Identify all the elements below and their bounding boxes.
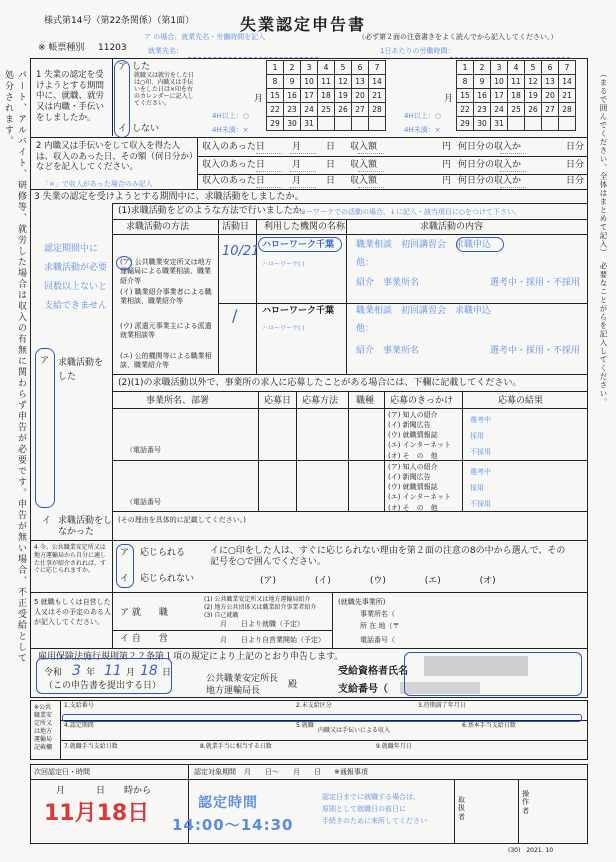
calendar-day[interactable]: 3	[301, 61, 318, 75]
handler-label: 取扱者	[458, 796, 465, 821]
form-type-label: ※ 帳票種別	[38, 43, 85, 53]
calendar-day[interactable]: 16	[474, 89, 491, 103]
income-day-input[interactable]	[290, 187, 316, 188]
income-amount-label: 収入額	[350, 160, 378, 170]
q1-month-right: 月	[444, 94, 454, 104]
pen-circle-q3	[35, 348, 55, 508]
number-label: 支給番号（	[338, 684, 388, 695]
calendar-day[interactable]: 16	[284, 89, 301, 103]
q4-option-i-text: 応じられない	[140, 574, 195, 584]
calendar-day[interactable]: 12	[525, 75, 542, 89]
q1-option-a-desc: 就職又は就労をした日は○印、内職又は手伝いをした日は×印を右のカレンダーに記入してください。	[134, 72, 195, 107]
calendar-day[interactable]: 21	[559, 89, 576, 103]
form-title: 失業認定申告書	[240, 15, 367, 34]
q1-under4-right: 4H未満：×	[404, 126, 441, 134]
q1-option-a[interactable]: ア	[118, 62, 128, 72]
org-2[interactable]: ハローワーク千葉	[262, 306, 335, 316]
official-f9: 9.就職年月日	[376, 743, 412, 750]
employer-label: 就業先名：	[148, 47, 183, 55]
calendar-day[interactable]: 26	[335, 103, 352, 117]
q5-tel[interactable]: 電話番号（	[360, 636, 395, 644]
q5-company-name[interactable]: 事業所名（	[360, 610, 395, 618]
calendar-day[interactable]: 10	[491, 75, 508, 89]
income-month-input[interactable]	[256, 153, 282, 154]
income-amount-input[interactable]	[358, 171, 384, 172]
calendar-day[interactable]: 25	[318, 103, 335, 117]
notice: 認定日までに就職する場合は、 原則として就職日の前日に 手続きのために来所してください	[322, 793, 427, 825]
income-day: 日	[326, 160, 336, 170]
declare-year-label: 年	[86, 668, 96, 678]
official-f4: 4.認定期間	[64, 722, 94, 729]
calendar-day[interactable]: 28	[369, 103, 386, 117]
income-yen: 円	[442, 176, 452, 186]
left-margin-notice: パート、アルバイト、研修等、就労した場合は収入の有無に関わらず申告が必要です。申告が無い場合、不正受給として処分されます。	[3, 70, 26, 664]
col2-job: 職種	[356, 396, 375, 406]
declare-month[interactable]: 11	[104, 663, 122, 679]
calendar-day[interactable]: 11	[318, 75, 335, 89]
calendar-day[interactable]: 9	[474, 75, 491, 89]
calendar-day[interactable]: 7	[369, 61, 386, 75]
calendar-day[interactable]: 5	[335, 61, 352, 75]
q3-sub1: (1)求職活動をどのような方法で行いましたか。	[118, 206, 311, 216]
next-day: 日	[96, 786, 106, 796]
q3-option-a[interactable]: ア	[40, 356, 50, 366]
calendar-day[interactable]: 6	[542, 61, 559, 75]
triggers-1: (ア) 知人の紹介 (イ) 新聞広告 (ウ) 就職情報誌 (エ) インターネット (オ) そ の 他	[388, 411, 452, 460]
official-f5: 5.就職	[296, 722, 314, 729]
calendar-day[interactable]: 19	[525, 89, 542, 103]
right-margin-notice: （まるで囲んでください。全体はまとめて記入） 必要なことがらを記入してください。	[599, 70, 608, 407]
calendar-day[interactable]: 11	[508, 75, 525, 89]
q1-over4-left: 4H以上：○	[212, 112, 249, 120]
form-number: 様式第14号（第22条関係）（第1面）	[44, 16, 195, 26]
calendar-day[interactable]: 2	[284, 61, 301, 75]
calendar-day[interactable]: 27	[352, 103, 369, 117]
official-inside: 内職又は手伝いによる収入	[318, 727, 391, 734]
pen-circle-application	[456, 237, 504, 252]
calendar-day[interactable]: 20	[542, 89, 559, 103]
calendar-day[interactable]: 18	[508, 89, 525, 103]
declare-era: 令和	[44, 668, 63, 678]
income-yen: 円	[442, 142, 452, 152]
calendar-day[interactable]: 30	[474, 117, 491, 131]
calendar-day[interactable]: 22	[457, 103, 474, 117]
official-f3: 3.待期満了年月日	[418, 702, 466, 709]
calendar-day[interactable]: 29	[457, 117, 474, 131]
q4-option-a[interactable]: ア	[120, 548, 130, 558]
income-yen: 円	[442, 160, 452, 170]
calendar-day[interactable]: 13	[542, 75, 559, 89]
results-2: 選考中 採用 不採用	[470, 468, 491, 509]
calendar-day[interactable]: 4	[508, 61, 525, 75]
q4-option-a-text: 応じられる	[140, 548, 186, 558]
calendar-day[interactable]: 1	[457, 61, 474, 75]
col2-date: 応募日	[264, 396, 292, 406]
income-day-label: 収入のあった日	[202, 142, 265, 152]
calendar-day[interactable]: 22	[267, 103, 284, 117]
q1-question: 1 失業の認定を受けようとする期間中に、就職、就労又は内職・手伝いをしましたか。	[36, 70, 105, 123]
transfer-label: ※通報事項	[334, 768, 368, 776]
calendar-day[interactable]: 15	[267, 89, 284, 103]
calendar-day[interactable]: 26	[525, 103, 542, 117]
days-suffix: 日分	[566, 142, 585, 152]
declare-day-label: 日	[162, 668, 172, 678]
method-u: (ウ) 派遣元事業主による派遣就業相談等	[120, 322, 212, 340]
income-day: 日	[326, 176, 336, 186]
pen-circle-org-1	[258, 237, 342, 252]
calendar-day[interactable]	[508, 117, 525, 131]
col-method: 求職活動の方法	[126, 222, 190, 232]
official-f7: 7.就職手当支給日数	[64, 743, 118, 750]
calendar-day[interactable]: 6	[352, 61, 369, 75]
q5-question: 5 就職もしくは自営した人又はその予定のある人が記入してください。	[34, 598, 111, 627]
calendar-day[interactable]: 14	[369, 75, 386, 89]
hours-label: 1日あたりの労働時間：	[380, 47, 455, 55]
q3-sub1-note: ハローワークでの活動の場合、↓に記入・該当項目に○をつけて下さい。	[292, 208, 521, 216]
q5-address[interactable]: 所 在 地（〒	[360, 622, 400, 630]
triggers-2: (ア) 知人の紹介 (イ) 新聞広告 (ウ) 就職情報誌 (エ) インターネット (オ) そ の 他	[388, 463, 452, 512]
pen-circle-q1	[114, 60, 130, 138]
q3-option-i-text: 求職活動をしなかった	[58, 516, 113, 538]
income-day-label: 収入のあった日	[202, 160, 265, 170]
pen-circle-method-a	[116, 256, 132, 270]
q5-options: (1) 公共職業安定所又は地方運輸局紹介 (2) 地方公共団体又は職業紹介事業者紹介 (3) 自己就職	[204, 596, 317, 619]
form-type-value: 11203	[98, 43, 127, 53]
calendar-day[interactable]: 21	[369, 89, 386, 103]
calendar-day[interactable]: 15	[457, 89, 474, 103]
col2-trigger: 応募のきっかけ	[390, 396, 454, 406]
stamp-time: 14:00〜14:30	[172, 816, 294, 834]
org-stamp-1: ハローワーク( )	[262, 261, 305, 268]
method-i: (イ) 職業紹介事業者による職業相談、職業紹介等	[120, 288, 212, 306]
col-date: 活動日	[222, 222, 250, 232]
calendar-day[interactable]: 30	[284, 117, 301, 131]
calendar-day[interactable]: 27	[542, 103, 559, 117]
note-top: （必ず第２面の注意書きをよく読んでから記入してください。）	[358, 33, 558, 41]
org-1[interactable]: ハローワーク千葉	[262, 240, 335, 250]
days-income-label: 何日分の収入か	[458, 142, 522, 152]
q3-sub2: (2)(1)の求職活動以外で、事業所の求人に応募したことがある場合には、下欄に記載してください。	[118, 378, 522, 388]
result-1: 選考中・採用・不採用	[490, 278, 581, 288]
pen-line-official	[62, 714, 582, 722]
method-e: (エ) 公的機関等による職業相談、職業紹介等	[120, 352, 212, 370]
calendar-day[interactable]: 19	[335, 89, 352, 103]
period-label: 認定対象期間	[194, 768, 236, 776]
calendar-day[interactable]: 17	[301, 89, 318, 103]
q5-self-date[interactable]: 月 日より自営業開始（予定）	[220, 636, 325, 644]
calendar-day[interactable]: 31	[491, 117, 508, 131]
income-amount-label: 収入額	[350, 142, 378, 152]
q2-question: 2 内職又は手伝いをして収入を得た人は、収入のあった日、その額（何日分か）などを記入してください。	[36, 141, 194, 173]
operator-label: 操作者	[522, 790, 529, 815]
method-a: (ア) 公共職業安定所又は地方運輸局による職業相談、職業紹介等	[120, 258, 212, 285]
q3-option-i-note: (その理由を具体的に記載してください。)	[118, 516, 246, 524]
income-amount-input[interactable]	[358, 153, 384, 154]
q5-company-label: (就職先事業所)	[338, 598, 386, 606]
intro-1: 紹介 事業所名	[356, 278, 420, 288]
pen-box-date	[36, 658, 172, 694]
calendar-day[interactable]: 20	[352, 89, 369, 103]
calendar-day[interactable]: 25	[508, 103, 525, 117]
q1-option-i-text: しない	[132, 124, 160, 134]
next-time: 時から	[124, 786, 152, 796]
income-amount-label: 収入額	[350, 176, 378, 186]
declare-month-label: 月	[126, 668, 136, 678]
calendar-right[interactable]	[456, 60, 576, 131]
declare-dono: 殿	[288, 680, 298, 690]
calendar-day[interactable]: 4	[318, 61, 335, 75]
declare-year[interactable]: 3	[72, 663, 81, 679]
calendar-day[interactable]: 8	[267, 75, 284, 89]
calendar-day[interactable]	[318, 117, 335, 131]
col-content: 求職活動の内容	[420, 222, 484, 232]
income-day-label: 収入のあった日	[202, 176, 265, 186]
col2-method: 応募方法	[302, 396, 339, 406]
q3-option-a-text: 求職活動をした	[58, 358, 104, 383]
calendar-day[interactable]: 24	[301, 103, 318, 117]
calendar-day[interactable]: 18	[318, 89, 335, 103]
q4-note: イに○印をした人は、すぐに応じられない理由を第２面の注意の8の中から選んで、その記号を○で囲んでください。	[210, 546, 566, 568]
income-month: 月	[292, 176, 302, 186]
col-org: 利用した機関の名称	[264, 222, 346, 232]
calendar-day[interactable]: 28	[559, 103, 576, 117]
next-label: 次回認定日・時間	[34, 768, 90, 776]
pen-circle-q4	[116, 544, 134, 588]
days-income-label: 何日分の収入か	[458, 176, 522, 186]
q1-option-a-text: した	[132, 62, 151, 72]
content-2: 職業相談 初回講習会 求職申込	[356, 306, 492, 316]
other-1: 他：	[356, 258, 375, 268]
content-1: 職業相談 初回講習会 求職申込	[356, 240, 492, 250]
calendar-day[interactable]: 10	[301, 75, 318, 89]
q4-option-i[interactable]: イ	[120, 574, 130, 584]
intro-2: 紹介 事業所名	[356, 346, 420, 356]
blue-note-employer: ア の場合、就業先名・労働時間を記入	[144, 33, 266, 41]
calendar-day[interactable]: 24	[491, 103, 508, 117]
name-label: 受給資格者氏名	[338, 666, 408, 677]
calendar-day[interactable]: 17	[491, 89, 508, 103]
results-1: 選考中 採用 不採用	[470, 416, 491, 457]
q1-option-i[interactable]: イ	[118, 124, 128, 134]
other-2: 他：	[356, 324, 375, 334]
col2-result: 応募の結果	[498, 396, 544, 406]
calendar-day[interactable]: 1	[267, 61, 284, 75]
calendar-day[interactable]	[369, 117, 386, 131]
pen-box-name	[404, 652, 582, 696]
q3-side-note: 認定期間中に 求職活動が必要 回数以上ないと 支給できません	[44, 244, 108, 311]
stamp-date: 11月18日	[44, 801, 150, 826]
calendar-day[interactable]: 31	[301, 117, 318, 131]
declaration-text: 雇用保険法施行規則第２２条第１項の規定により上記のとおり申告します。	[38, 652, 344, 662]
calendar-day[interactable]	[559, 117, 576, 131]
official-side: ※公共 職業安 定所又 は地方 運輸局 記載欄	[34, 704, 53, 752]
result-2: 選考中・採用・不採用	[490, 346, 581, 356]
calendar-day[interactable]: 23	[284, 103, 301, 117]
calendar-day[interactable]: 3	[491, 61, 508, 75]
days-income-label: 何日分の収入か	[458, 160, 522, 170]
income-month: 月	[292, 160, 302, 170]
q4-reasons[interactable]: (ア) (イ) (ウ) (エ) (オ)	[260, 576, 496, 586]
calendar-day[interactable]: 13	[352, 75, 369, 89]
phone-2: （電話番号	[126, 498, 161, 506]
calendar-day[interactable]	[335, 117, 352, 131]
income-amount-input[interactable]	[358, 187, 384, 188]
q1-under4-left: 4H未満：×	[212, 126, 249, 134]
declare-day[interactable]: 18	[140, 663, 158, 679]
calendar-day[interactable]: 7	[559, 61, 576, 75]
q3-option-i[interactable]: イ	[42, 516, 52, 526]
col2-name: 事業所名、部署	[146, 396, 210, 406]
declare-sub: （この申告書を提出する日）	[44, 681, 162, 691]
income-day-input[interactable]	[290, 171, 316, 172]
q3-question: 3 失業の認定を受けようとする期間中に、求職活動をしましたか。	[34, 192, 304, 202]
income-day: 日	[326, 142, 336, 152]
declare-transport: 地方運輸局長	[206, 686, 261, 696]
q5-employ-date[interactable]: 月 日より就職（予定）	[220, 620, 304, 628]
q5-option-i[interactable]: イ 自 営	[120, 634, 168, 644]
phone-1: （電話番号	[126, 446, 161, 454]
footer: (30) 2021. 10	[508, 847, 554, 854]
days-suffix: 日分	[566, 176, 585, 186]
org-stamp-2: ハローワーク( )	[262, 325, 305, 332]
q2-blue-note: 「×」で収入があった場合のみ記入	[42, 180, 153, 188]
official-f8: 8.就業手当に相当する日数	[200, 743, 272, 750]
calendar-day[interactable]: 29	[267, 117, 284, 131]
income-month-input[interactable]	[256, 187, 282, 188]
q1-over4-right: 4H以上：○	[404, 112, 441, 120]
days-income-input[interactable]	[500, 171, 526, 172]
activity-date-2-dash[interactable]: /	[232, 306, 238, 325]
next-month: 月	[56, 786, 66, 796]
declare-office: 公共職業安定所長	[206, 674, 279, 684]
income-day-input[interactable]	[290, 153, 316, 154]
days-suffix: 日分	[566, 160, 585, 170]
days-income-input[interactable]	[500, 187, 526, 188]
calendar-day[interactable]: 12	[335, 75, 352, 89]
income-month: 月	[292, 142, 302, 152]
calendar-day[interactable]	[352, 117, 369, 131]
q1-month-left: 月	[254, 94, 264, 104]
calendar-day[interactable]: 2	[474, 61, 491, 75]
official-f1: 1.支給番号	[64, 702, 94, 709]
calendar-day[interactable]	[525, 117, 542, 131]
q4-question: 4 今、公共職業安定所又は地方運輸局から自分に適した仕事が紹介されれば、すぐに応じられますか。	[34, 544, 107, 575]
stamp-label: 認定時間	[198, 795, 258, 811]
official-f6: 6.基本手当支給日数	[462, 722, 516, 729]
days-income-input[interactable]	[500, 153, 526, 154]
income-month-input[interactable]	[256, 171, 282, 172]
official-f2: 2.未支給区分	[296, 702, 332, 709]
q5-option-a[interactable]: ア 就 職	[120, 608, 168, 618]
period-range[interactable]: 月 日〜 月 日	[244, 768, 321, 776]
activity-date-1[interactable]: 10/21	[222, 244, 260, 259]
calendar-day[interactable]: 5	[525, 61, 542, 75]
calendar-day[interactable]: 14	[559, 75, 576, 89]
calendar-day[interactable]: 23	[474, 103, 491, 117]
calendar-day[interactable]: 9	[284, 75, 301, 89]
calendar-day[interactable]: 8	[457, 75, 474, 89]
calendar-day[interactable]	[542, 117, 559, 131]
calendar-left[interactable]	[266, 60, 386, 131]
